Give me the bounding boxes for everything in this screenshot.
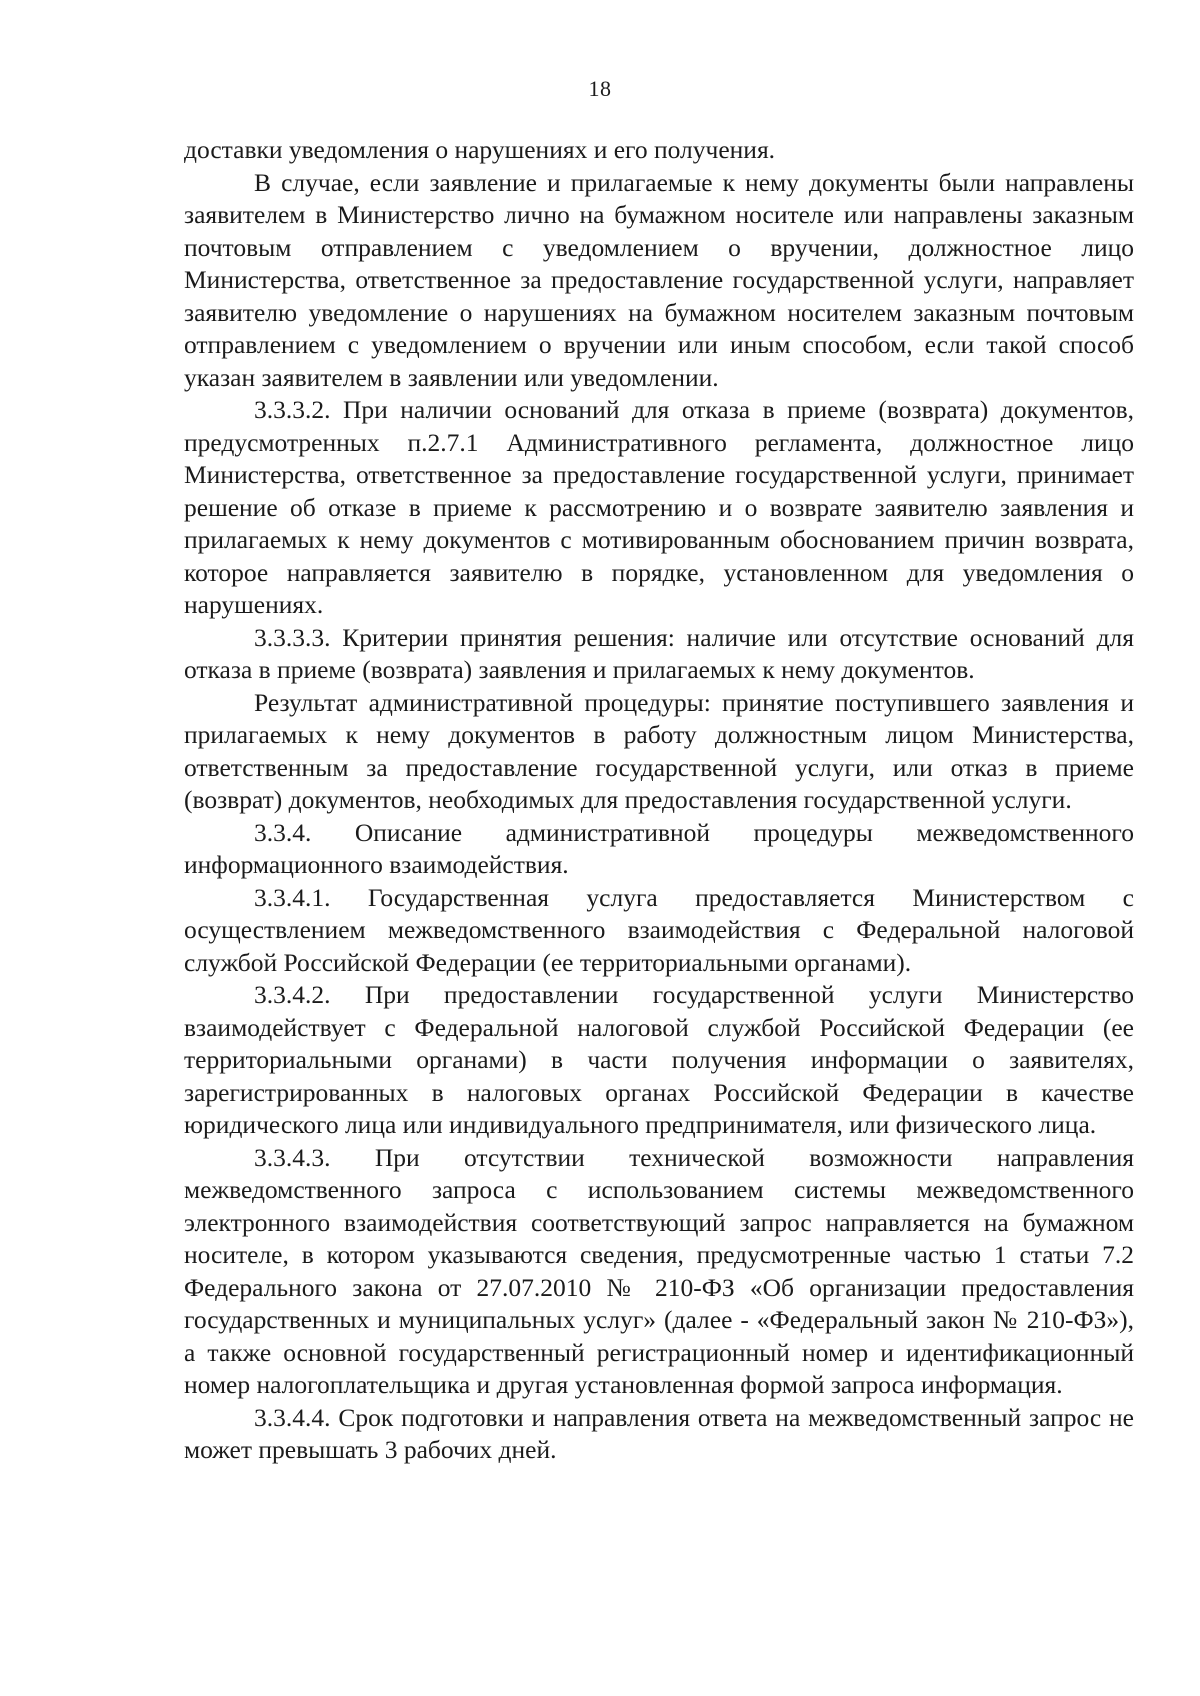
paragraph-3-3-3-3: 3.3.3.3. Критерии принятия решения: наличие или отсутствие оснований для отказа в приеме (возврата) заявления и прилагаемых к нему документов. [184,622,1134,684]
document-body [184,134,1134,1467]
paragraph-3-3-4-4: 3.3.4.4. Срок подготовки и направления ответа на межведомственный запрос не может превышать 3 рабочих дней. [184,1402,1134,1464]
paragraph-procedure-result: Результат административной процедуры: принятие поступившего заявления и прилагаемых к нему документов в работу должностным лицом Министерства, ответственным за предоставление государственной услуги, или отказ в приеме (возврат) документов, необходимых для предоставления государственной услуги. [184,687,1134,814]
paragraph-3-3-4-1: 3.3.4.1. Государственная услуга предоставляется Министерством с осуществлением межведомственного взаимодействия с Федеральной налоговой службой Российской Федерации (ее территориальными органами). [184,882,1134,977]
paragraph-paper-submission: В случае, если заявление и прилагаемые к нему документы были направлены заявителем в Министерство лично на бумажном носителе или направлены заказным почтовым отправлением с уведомлением о вручении, должностное лицо Министерства, ответственное за предоставление государственной услуги, направляет заявителю уведомление о нарушениях на бумажном носителем заказным почтовым отправлением с уведомлением о вручении или иным способом, если такой способ указан заявителем в заявлении или уведомлении. [184,167,1134,392]
paragraph-3-3-4-2: 3.3.4.2. При предоставлении государственной услуги Министерство взаимодействует с Федеральной налоговой службой Российской Федерации (ее территориальными органами) в части получения информации о заявителях, зарегистрированных в налоговых органах Российской Федерации в качестве юридического лица или индивидуального предпринимателя, или физического лица. [184,980,1134,1139]
paragraph-3-3-3-2: 3.3.3.2. При наличии оснований для отказа в приеме (возврата) документов, предусмотренных п.2.7.1 Административного регламента, должностное лицо Министерства, ответственное за предоставление государственной услуги, принимает решение об отказе в приеме к рассмотрению и о возврате заявителю заявления и прилагаемых к нему документов с мотивированным обоснованием причин возврата, которое направляется заявителю в порядке, установленном для уведомления о нарушениях. [184,395,1134,619]
page-number: 18 [588,76,612,101]
paragraph-delivery-notice: доставки уведомления о нарушениях и его получения. [184,135,776,164]
paragraph-3-3-4-3: 3.3.4.3. При отсутствии технической возможности направления межведомственного запроса с использованием системы межведомственного электронного взаимодействия соответствующий запрос направляется на бумажном носителе, в котором указываются сведения, предусмотренные частью 1 статьи 7.2 Федерального закона от 27.07.2010 № 210-ФЗ «Об организации предоставления государственных и муниципальных услуг» (далее - «Федеральный закон № 210-ФЗ»), а также основной государственный регистрационный номер и идентификационный номер налогоплательщика и другая установленная формой запроса информация. [184,1142,1134,1399]
paragraph-3-3-4: 3.3.4. Описание административной процедуры межведомственного информационного взаимодействия. [184,817,1134,879]
